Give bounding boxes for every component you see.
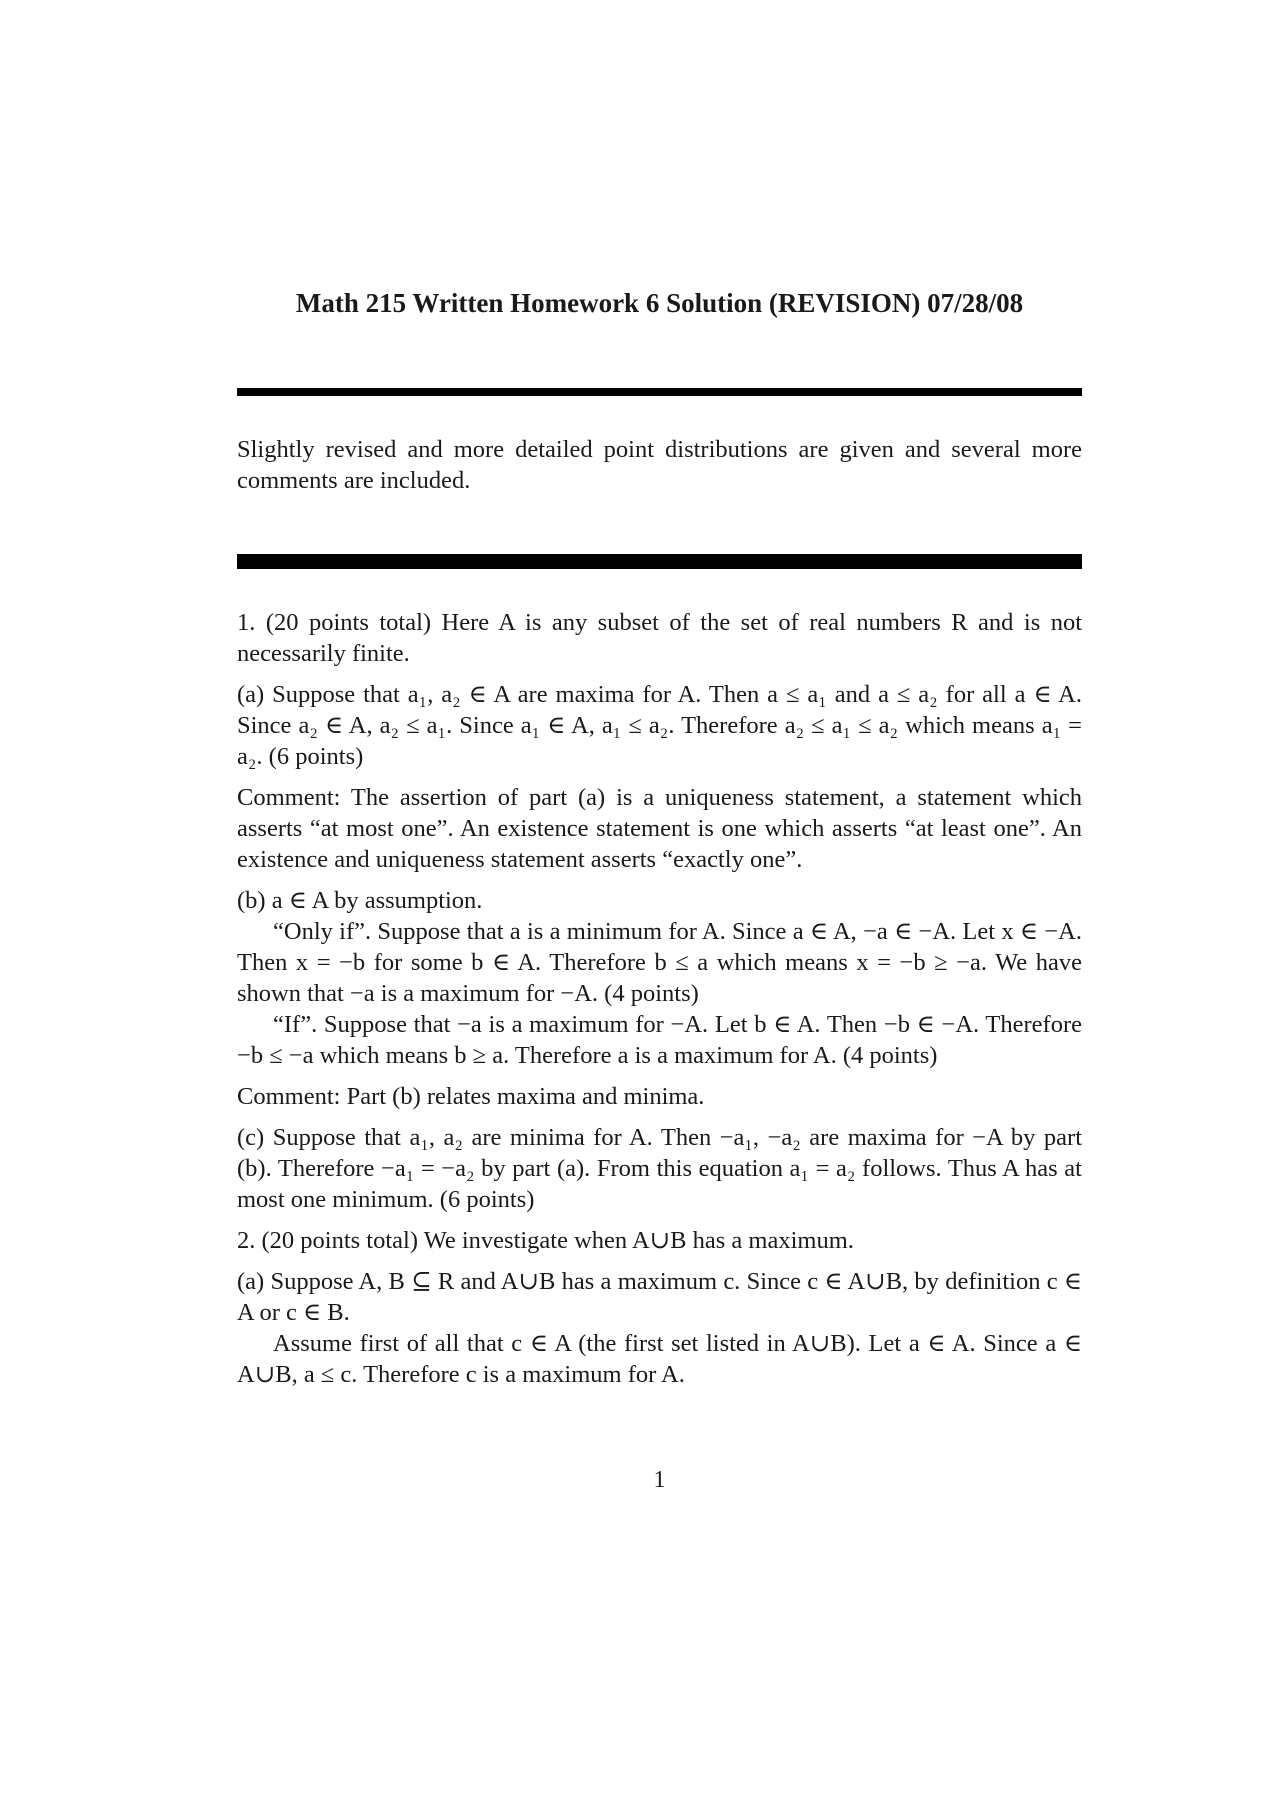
revision-note — [237, 434, 1082, 506]
problem-1-statement: 1. (20 points total) Here A is any subset of the set of real numbers R and is not necessarily finite. — [237, 609, 1082, 667]
problem-1a-solution: (a) Suppose that a₁, a₂ ∈ A are maxima for A. Then a ≤ a₁ and a ≤ a₂ for all a ∈ A. Since a₂ ∈ A, a₂ ≤ a₁. Since a₁ ∈ A, a₁ ≤ a₂. Therefore a₂ ≤ a₁ ≤ a₂ which means a₁ = a₂. (6 points) — [237, 681, 1082, 770]
problem-1a-comment: Comment: The assertion of part (a) is a uniqueness statement, a statement which asserts “at most one”. An existence statement is one which asserts “at least one”. An existence and uniqueness statement asserts “exactly one”. — [237, 784, 1082, 873]
document-title: Math 215 Written Homework 6 Solution (REVISION) 07/28/08 — [295, 288, 1024, 318]
horizontal-rule-thick — [237, 554, 1082, 569]
problem-1b-comment: Comment: Part (b) relates maxima and minima. — [237, 1083, 705, 1110]
horizontal-rule-top — [237, 388, 1082, 396]
problem-1b-only-if: “Only if”. Suppose that a is a minimum for A. Since a ∈ A, −a ∈ −A. Let x ∈ −A. Then x = −b for some b ∈ A. Therefore b ≤ a which means x = −b ≥ −a. We have shown that −a is a maximum for −A. (4 points) — [237, 918, 1082, 1007]
problem-2a-case-a: Assume first of all that c ∈ A (the first set listed in A∪B). Let a ∈ A. Since a ∈ A∪B, a ≤ c. Therefore c is a maximum for A. — [237, 1330, 1082, 1388]
problem-1b-if: “If”. Suppose that −a is a maximum for −A. Let b ∈ A. Then −b ∈ −A. Therefore −b ≤ −a which means b ≥ a. Therefore a is a maximum for A. (4 points) — [237, 1011, 1082, 1069]
problem-2-statement: 2. (20 points total) We investigate when A∪B has a maximum. — [237, 1227, 854, 1254]
problem-1b-intro: (b) a ∈ A by assumption. — [237, 887, 483, 914]
page-number: 1 — [653, 1467, 666, 1493]
intro-paragraph: Slightly revised and more detailed point distributions are given and several more comments are included. — [237, 436, 1082, 494]
problem-1c-solution: (c) Suppose that a₁, a₂ are minima for A. Then −a₁, −a₂ are maxima for −A by part (b). Therefore −a₁ = −a₂ by part (a). From this equation a₁ = a₂ follows. Thus A has at most one minimum. (6 points) — [237, 1124, 1082, 1213]
problem-2a-solution: (a) Suppose A, B ⊆ R and A∪B has a maximum c. Since c ∈ A∪B, by definition c ∈ A or c ∈ B. — [237, 1268, 1082, 1326]
solution-body — [237, 607, 1082, 1390]
